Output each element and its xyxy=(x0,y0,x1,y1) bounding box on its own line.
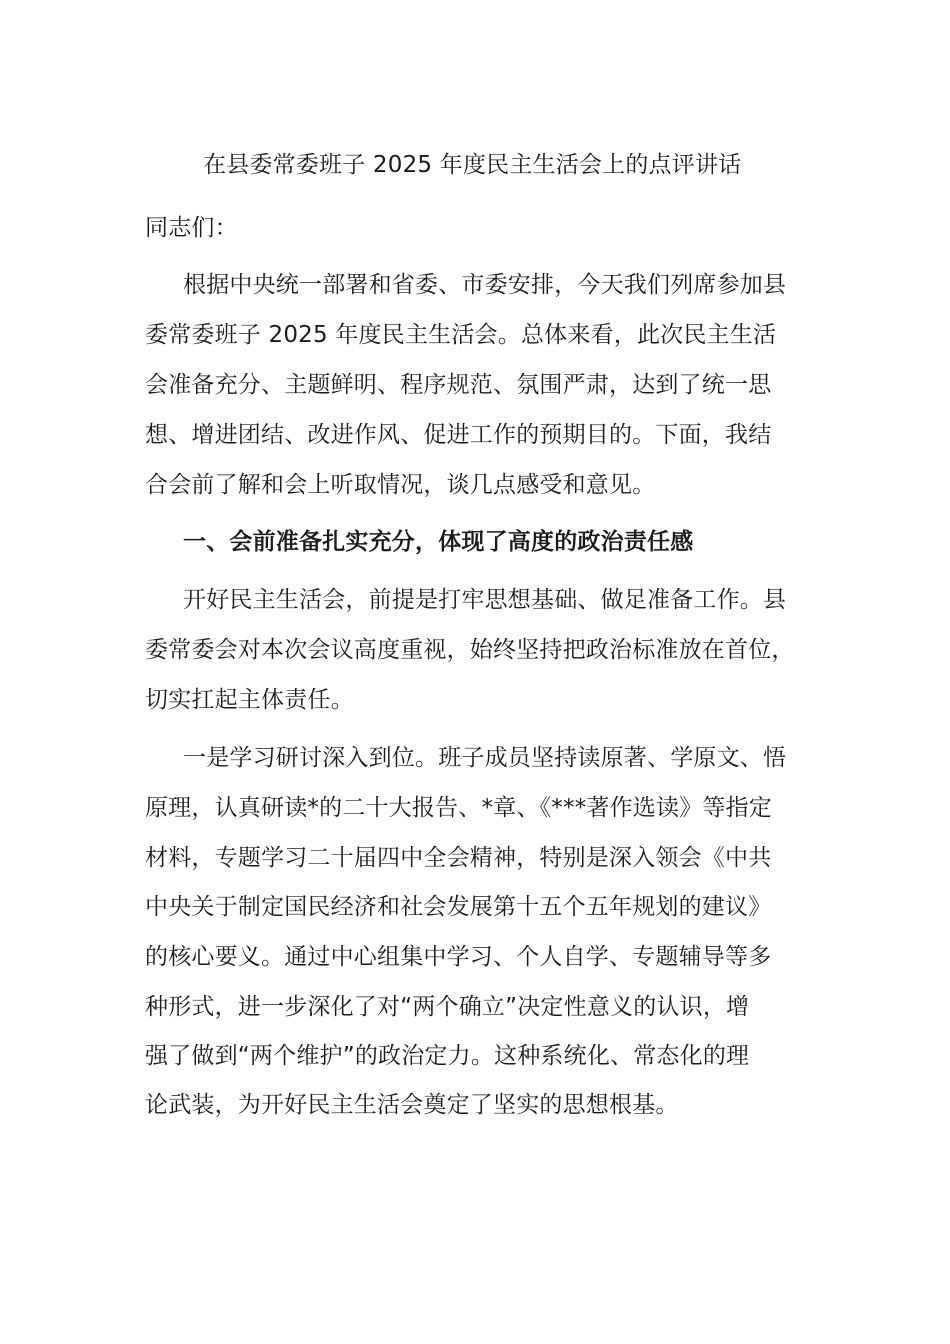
paragraph-line: 开好民主生活会，前提是打牢思想基础、做足准备工作。县 xyxy=(183,587,787,613)
paragraph-line: 会准备充分、主题鲜明、程序规范、氛围严肃，达到了统一思 xyxy=(145,372,772,398)
paragraph-line: 合会前了解和会上听取情况，谈几点感受和意见。 xyxy=(145,472,656,498)
paragraph-line: 想、增进团结、改进作风、促进工作的预期目的。下面，我结 xyxy=(145,422,772,448)
paragraph-line: 的核心要义。通过中心组集中学习、个人自学、专题辅导等多 xyxy=(145,944,772,970)
paragraph-line: 强了做到“两个维护”的政治定力。这种系统化、常态化的理 xyxy=(145,1043,750,1069)
paragraph-line: 委常委班子 2025 年度民主生活会。总体来看，此次民主生活 xyxy=(145,322,777,348)
paragraph-line: 切实扛起主体责任。 xyxy=(145,687,354,713)
section-heading-1: 一、会前准备扎实充分，体现了高度的政治责任感 xyxy=(183,529,694,555)
paragraph-line: 论武装，为开好民主生活会奠定了坚实的思想根基。 xyxy=(145,1092,679,1118)
paragraph-line: 一是学习研讨深入到位。班子成员坚持读原著、学原文、悟 xyxy=(183,745,787,771)
salutation: 同志们： xyxy=(145,215,238,241)
paragraph-line: 原理，认真研读*的二十大报告、*章、《***著作选读》等指定 xyxy=(145,795,772,821)
paragraph-line: 材料，专题学习二十届四中全会精神，特别是深入领会《中共 xyxy=(145,845,772,871)
paragraph-line: 中央关于制定国民经济和社会发展第十五个五年规划的建议》 xyxy=(145,894,772,920)
paragraph-line: 委常委会对本次会议高度重视，始终坚持把政治标准放在首位， xyxy=(145,637,795,663)
paragraph-line: 根据中央统一部署和省委、市委安排，今天我们列席参加县 xyxy=(183,272,787,298)
paragraph-line: 种形式，进一步深化了对“两个确立”决定性意义的认识，增 xyxy=(145,994,750,1020)
page-title: 在县委常委班子 2025 年度民主生活会上的点评讲话 xyxy=(203,152,742,178)
